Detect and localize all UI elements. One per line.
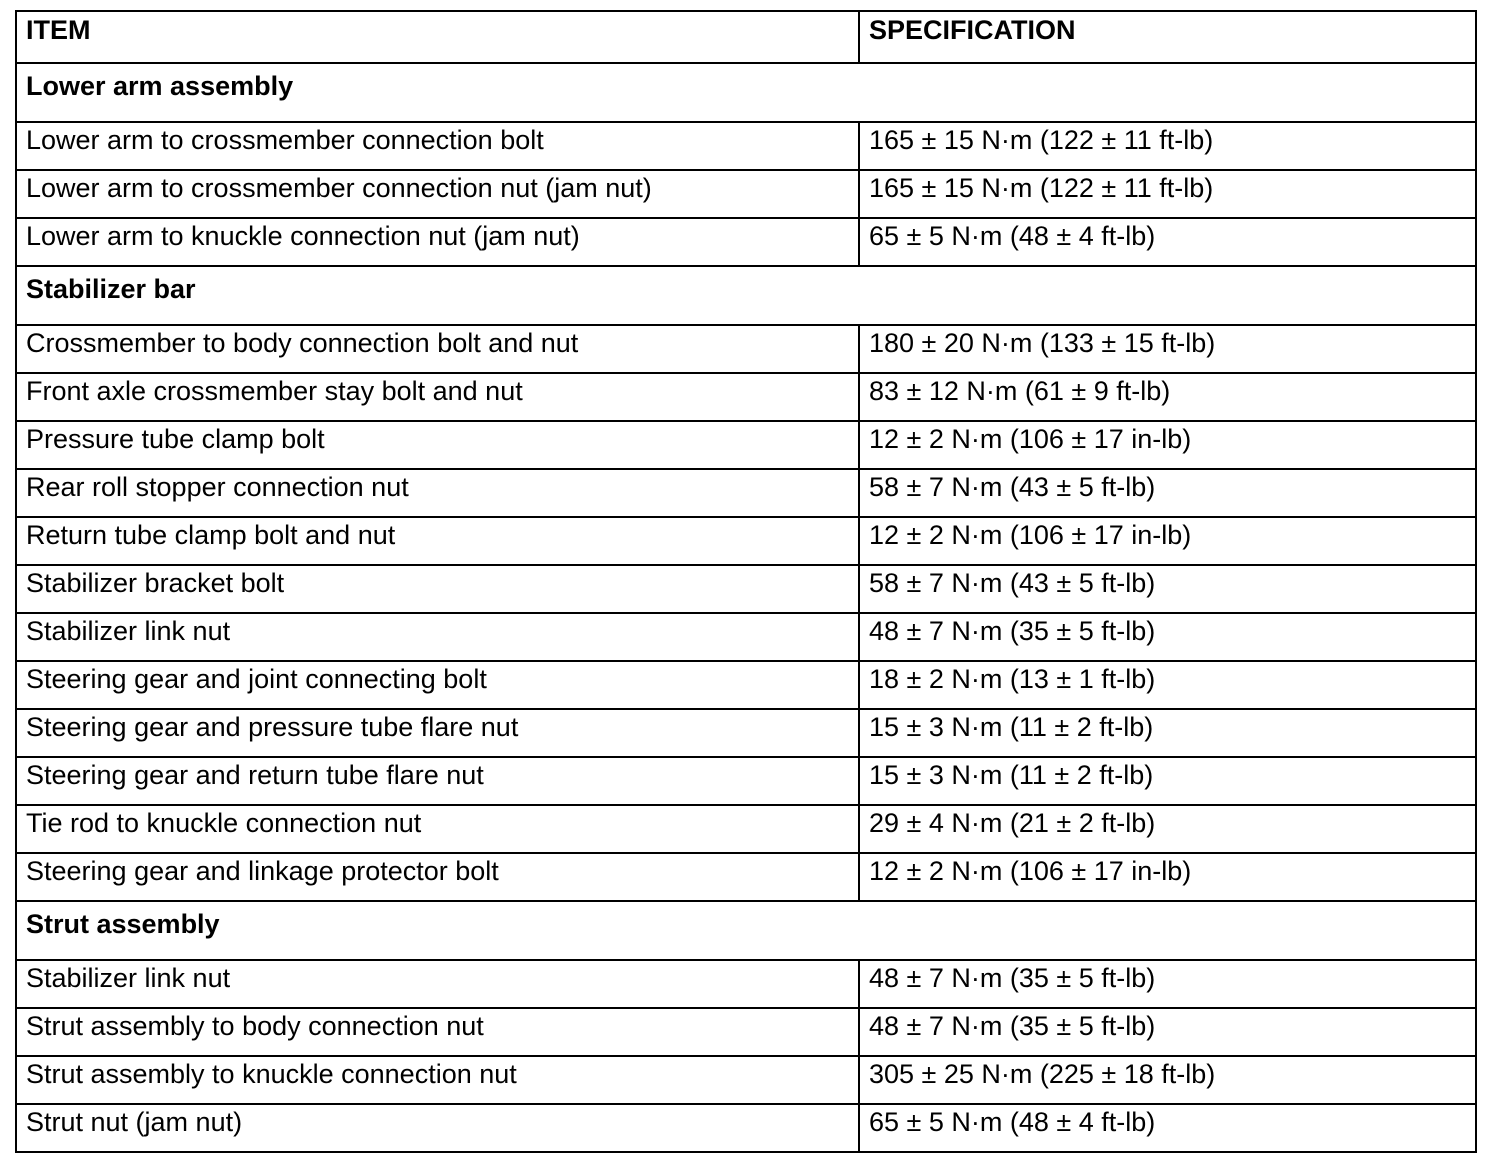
table-row — [16, 853, 1476, 901]
table-row — [16, 565, 1476, 613]
table-row — [16, 960, 1476, 1008]
specification-cell: 165 ± 15 N·m (122 ± 11 ft-lb) — [859, 122, 1476, 170]
item-cell: Stabilizer bracket bolt — [16, 565, 859, 613]
specification-cell: 29 ± 4 N·m (21 ± 2 ft-lb) — [859, 805, 1476, 853]
item-cell: Stabilizer link nut — [16, 613, 859, 661]
table-row — [16, 325, 1476, 373]
specification-cell: 83 ± 12 N·m (61 ± 9 ft-lb) — [859, 373, 1476, 421]
specification-cell: 305 ± 25 N·m (225 ± 18 ft-lb) — [859, 1056, 1476, 1104]
specification-cell: 15 ± 3 N·m (11 ± 2 ft-lb) — [859, 709, 1476, 757]
section-title: Strut assembly — [16, 901, 1476, 960]
specification-cell: 12 ± 2 N·m (106 ± 17 in-lb) — [859, 517, 1476, 565]
item-cell: Tie rod to knuckle connection nut — [16, 805, 859, 853]
specification-cell: 48 ± 7 N·m (35 ± 5 ft-lb) — [859, 960, 1476, 1008]
section-title: Lower arm assembly — [16, 63, 1476, 122]
item-column-header: ITEM — [16, 11, 859, 63]
item-cell: Lower arm to knuckle connection nut (jam nut) — [16, 218, 859, 266]
table-row — [16, 1104, 1476, 1152]
table-row — [16, 1008, 1476, 1056]
table-row — [16, 218, 1476, 266]
item-cell: Return tube clamp bolt and nut — [16, 517, 859, 565]
torque-spec-table — [15, 10, 1477, 1153]
specification-column-header: SPECIFICATION — [859, 11, 1476, 63]
table-header-row — [16, 11, 1476, 63]
specification-cell: 58 ± 7 N·m (43 ± 5 ft-lb) — [859, 469, 1476, 517]
item-cell: Steering gear and linkage protector bolt — [16, 853, 859, 901]
specification-cell: 58 ± 7 N·m (43 ± 5 ft-lb) — [859, 565, 1476, 613]
table-row — [16, 709, 1476, 757]
table-body — [16, 63, 1476, 1152]
specification-cell: 180 ± 20 N·m (133 ± 15 ft-lb) — [859, 325, 1476, 373]
item-cell: Steering gear and return tube flare nut — [16, 757, 859, 805]
table-row — [16, 661, 1476, 709]
specification-cell: 165 ± 15 N·m (122 ± 11 ft-lb) — [859, 170, 1476, 218]
table-row — [16, 122, 1476, 170]
item-cell: Crossmember to body connection bolt and nut — [16, 325, 859, 373]
specification-cell: 65 ± 5 N·m (48 ± 4 ft-lb) — [859, 218, 1476, 266]
item-cell: Strut assembly to knuckle connection nut — [16, 1056, 859, 1104]
section-title: Stabilizer bar — [16, 266, 1476, 325]
item-cell: Steering gear and joint connecting bolt — [16, 661, 859, 709]
table-row — [16, 805, 1476, 853]
specification-cell: 65 ± 5 N·m (48 ± 4 ft-lb) — [859, 1104, 1476, 1152]
table-row — [16, 1056, 1476, 1104]
item-cell: Lower arm to crossmember connection nut (jam nut) — [16, 170, 859, 218]
specification-cell: 15 ± 3 N·m (11 ± 2 ft-lb) — [859, 757, 1476, 805]
specification-cell: 48 ± 7 N·m (35 ± 5 ft-lb) — [859, 613, 1476, 661]
table-row — [16, 469, 1476, 517]
specification-cell: 12 ± 2 N·m (106 ± 17 in-lb) — [859, 421, 1476, 469]
specification-cell: 12 ± 2 N·m (106 ± 17 in-lb) — [859, 853, 1476, 901]
table-row — [16, 517, 1476, 565]
specification-cell: 48 ± 7 N·m (35 ± 5 ft-lb) — [859, 1008, 1476, 1056]
table-row — [16, 421, 1476, 469]
item-cell: Stabilizer link nut — [16, 960, 859, 1008]
table-row — [16, 613, 1476, 661]
section-header-row — [16, 901, 1476, 960]
item-cell: Rear roll stopper connection nut — [16, 469, 859, 517]
item-cell: Strut assembly to body connection nut — [16, 1008, 859, 1056]
section-header-row — [16, 63, 1476, 122]
item-cell: Front axle crossmember stay bolt and nut — [16, 373, 859, 421]
item-cell: Pressure tube clamp bolt — [16, 421, 859, 469]
section-header-row — [16, 266, 1476, 325]
item-cell: Lower arm to crossmember connection bolt — [16, 122, 859, 170]
table-row — [16, 170, 1476, 218]
table-row — [16, 757, 1476, 805]
table-row — [16, 373, 1476, 421]
item-cell: Strut nut (jam nut) — [16, 1104, 859, 1152]
specification-cell: 18 ± 2 N·m (13 ± 1 ft-lb) — [859, 661, 1476, 709]
item-cell: Steering gear and pressure tube flare nut — [16, 709, 859, 757]
